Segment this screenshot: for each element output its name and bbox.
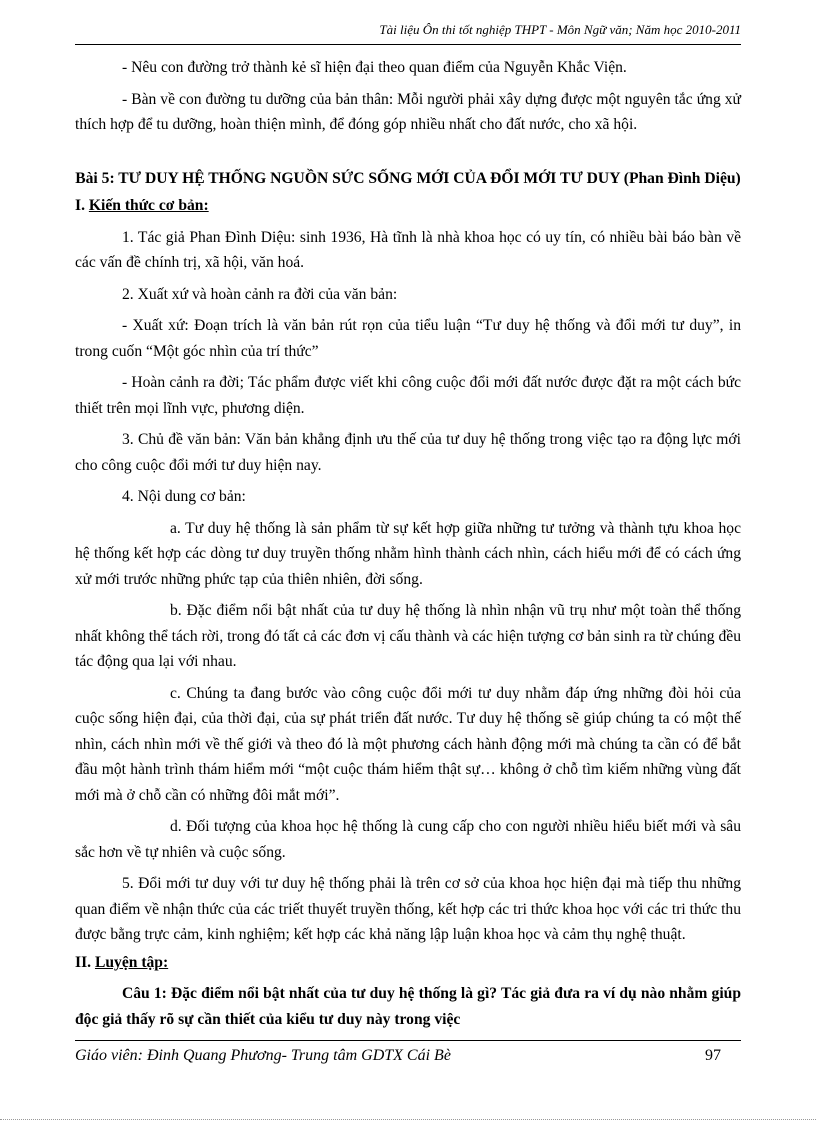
section-number: II. <box>75 953 92 971</box>
footer-rule <box>75 1040 741 1041</box>
section-number: I. <box>75 197 85 214</box>
paragraph: 3. Chủ đề văn bản: Văn bản khẳng định ưu thế của tư duy hệ thống trong việc tạo ra động lực mới cho công cuộc đổi mới tư duy hiện nay. <box>75 431 741 474</box>
section-title: Kiến thức cơ bản: <box>88 197 209 214</box>
page-number: 97 <box>705 1047 721 1064</box>
paragraph: b. Đặc điểm nổi bật nhất của tư duy hệ thống là nhìn nhận vũ trụ như một toàn thể thống nhất không thể tách rời, trong đó tất cả các đơn vị cấu thành và các hiện tượng cơ bản sinh ra từ chúng đều tác động qua lại với nhau. <box>75 602 741 670</box>
paragraph: 1. Tác giả Phan Đình Diệu: sinh 1936, Hà tĩnh là nhà khoa học có uy tín, có nhiều bài báo bàn về các vấn đề chính trị, xã hội, văn hoá. <box>75 228 741 271</box>
paragraph: 4. Nội dung cơ bản: <box>122 488 246 505</box>
paragraph: 2. Xuất xứ và hoàn cảnh ra đời của văn bản: <box>122 285 398 303</box>
paragraph: 5. Đổi mới tư duy với tư duy hệ thống phải là trên cơ sở của khoa học hiện đại mà tiếp thu những quan điểm về nhận thức của các triết thuyết truyền thống, kết hợp các tri thức khoa học với các tri thức thu được bằng trực cảm, kinh nghiệm; kết hợp các khả năng lập luận khoa học và cảm thụ nghệ thuật. <box>75 875 741 943</box>
page-content <box>75 55 741 1032</box>
paragraph: - Bàn về con đường tu dưỡng của bản thân: Mỗi người phải xây dựng được một nguyên tắc ứng xử thích hợp để tu dưỡng, hoàn thiện mình, để đóng góp nhiều nhất cho đất nước, cho xã hội. <box>75 90 741 133</box>
paragraph: - Xuất xứ: Đoạn trích là văn bản rút rọn của tiểu luận “Tư duy hệ thống và đổi mới tư duy”, in trong cuốn “Một góc nhìn của trí thức” <box>75 317 741 360</box>
paragraph: d. Đối tượng của khoa học hệ thống là cung cấp cho con người nhiều hiểu biết mới và sâu sắc hơn về tự nhiên và cuộc sống. <box>75 818 741 861</box>
section-heading-1 <box>75 193 741 219</box>
page-footer <box>75 1047 721 1065</box>
section-title: Luyện tập: <box>94 953 169 971</box>
paragraph: c. Chúng ta đang bước vào công cuộc đổi mới tư duy nhằm đáp ứng những đòi hỏi của cuộc sống hiện đại, của thời đại, của sự phát triển đất nước. Tư duy hệ thống sẽ giúp chúng ta có một thế nhìn, cách nhìn mới về thế giới và theo đó là một phương cách hành động mới mà chúng ta cần có để bắt đầu một hành trình thám hiểm mới “một cuộc thám hiểm thật sự… không ở chỗ tìm kiếm những vùng đất mới mà ở chỗ cần có những đôi mắt mới”. <box>75 684 741 804</box>
footer-teacher: Giáo viên: Đinh Quang Phương- Trung tâm GDTX Cái Bè <box>75 1047 451 1064</box>
header-rule <box>75 44 741 45</box>
lesson-title: Bài 5: TƯ DUY HỆ THỐNG NGUỒN SỨC SỐNG MỚI CỦA ĐỔI MỚI TƯ DUY (Phan Đình Diệu) <box>75 169 741 187</box>
running-header: Tài liệu Ôn thi tốt nghiệp THPT - Môn Ngữ văn; Năm học 2010-2011 <box>379 22 741 37</box>
section-heading-2 <box>75 950 741 976</box>
question: Câu 1: Đặc điểm nổi bật nhất của tư duy hệ thống là gì? Tác giả đưa ra ví dụ nào nhằm giúp độc giả thấy rõ sự cần thiết của kiểu tư duy này trong việc <box>75 985 741 1028</box>
page-edge <box>0 1119 816 1120</box>
paragraph: a. Tư duy hệ thống là sản phẩm từ sự kết hợp giữa những tư tưởng và thành tựu khoa học hệ thống kết hợp các dòng tư duy truyền thống nhằm hình thành cách nhìn, cách hiểu mới để có cách ứng xử mới trước những phức tạp của thiên nhiên, đời sống. <box>75 519 741 588</box>
paragraph: - Hoàn cảnh ra đời; Tác phẩm được viết khi công cuộc đổi mới đất nước được đặt ra một cách bức thiết trên mọi lĩnh vực, phương diện. <box>75 374 741 417</box>
paragraph: - Nêu con đường trở thành kẻ sĩ hiện đại theo quan điểm của Nguyễn Khắc Viện. <box>122 59 627 76</box>
